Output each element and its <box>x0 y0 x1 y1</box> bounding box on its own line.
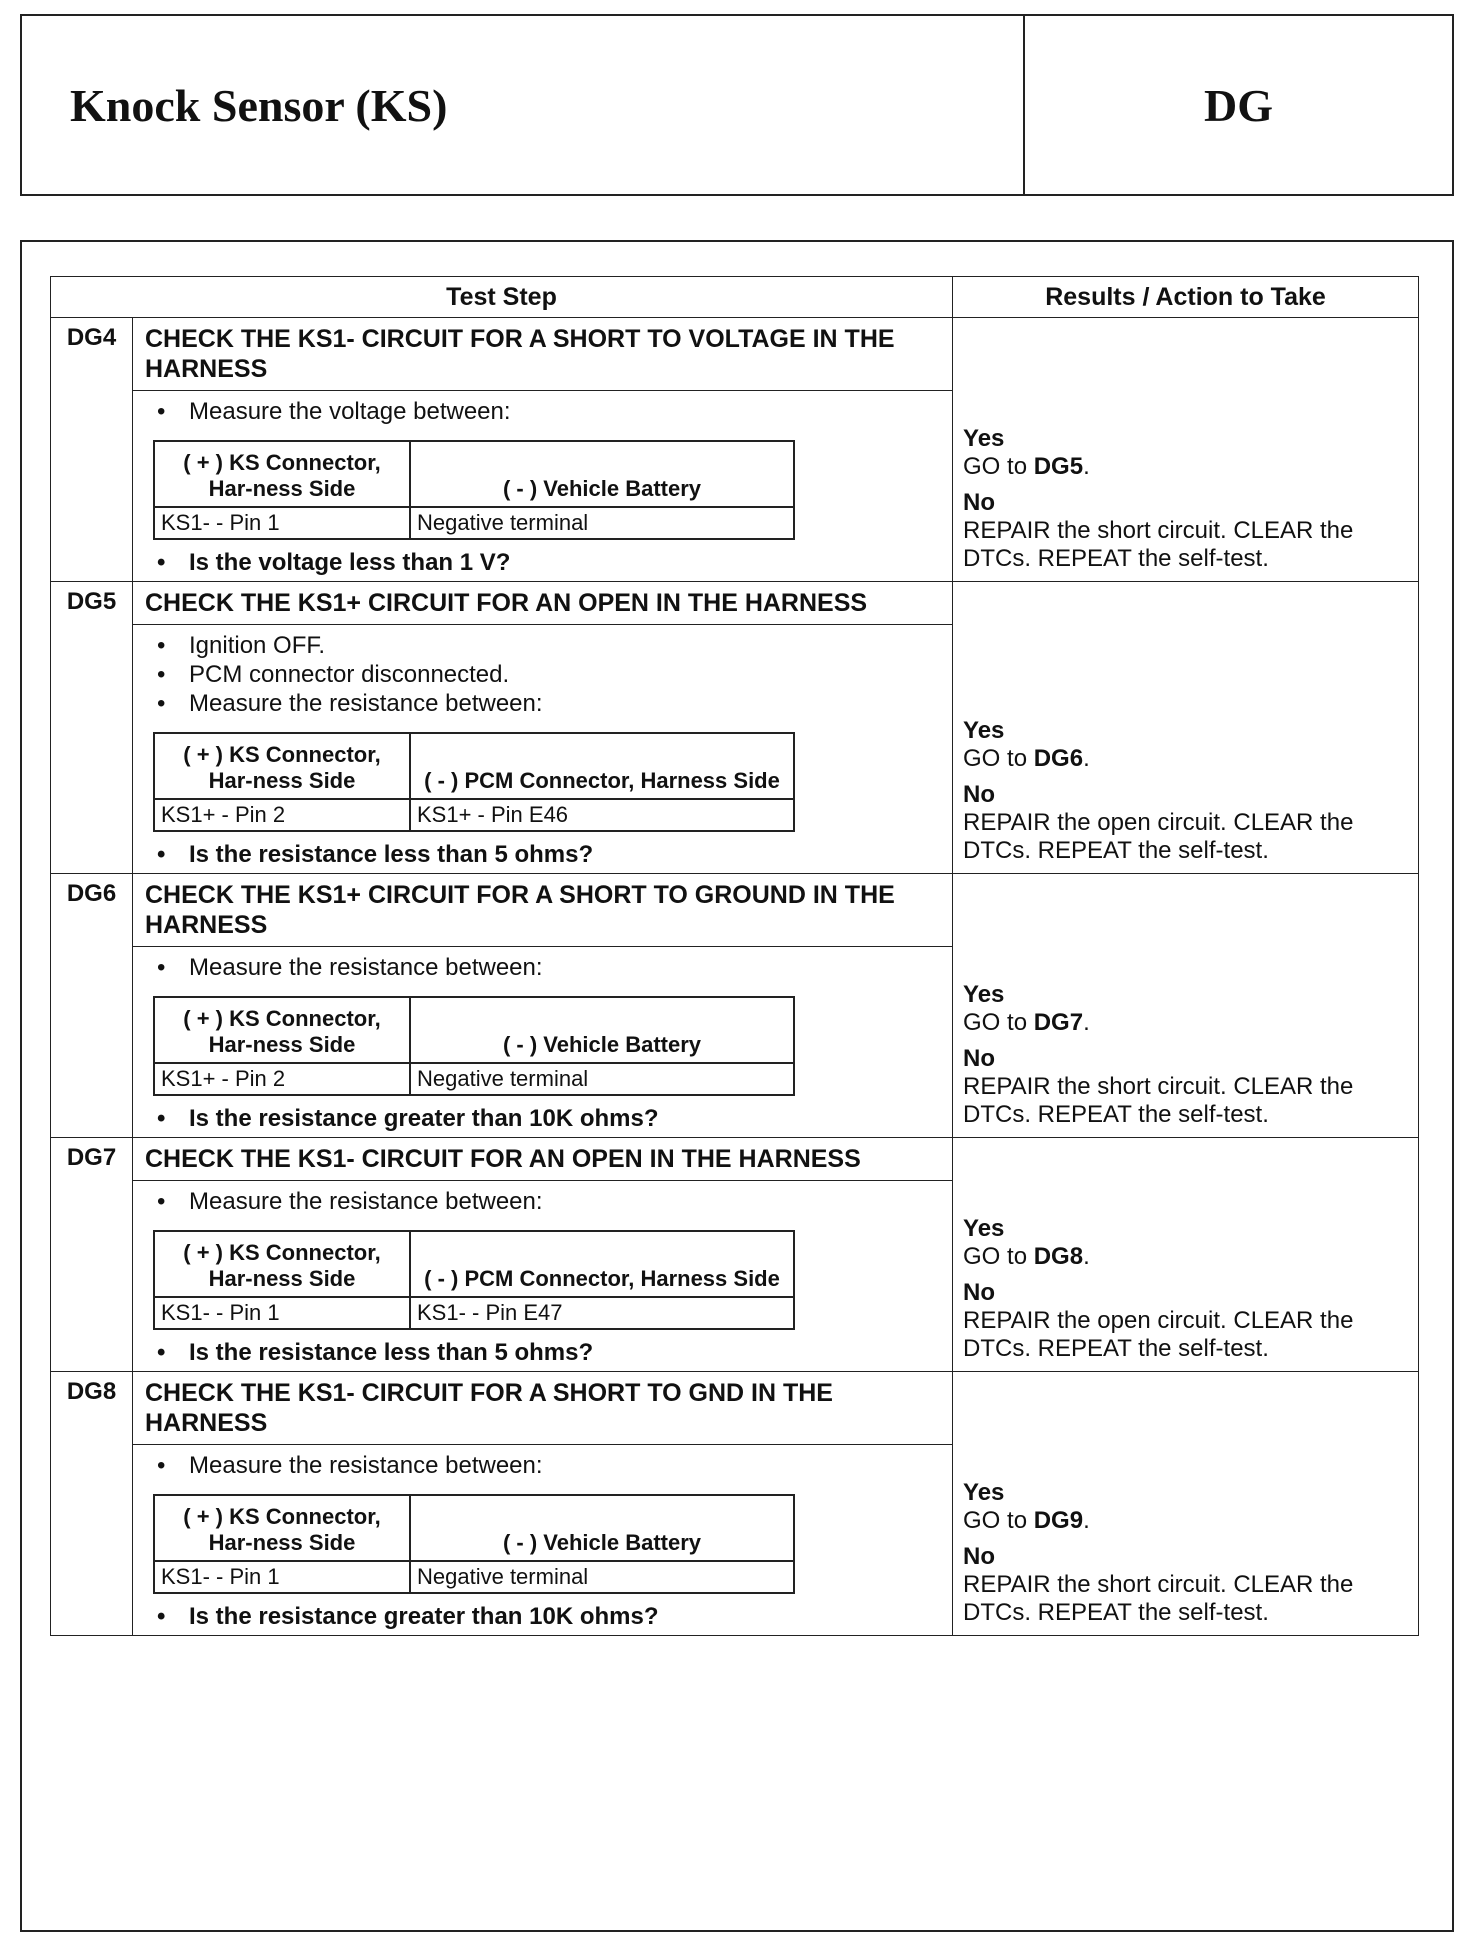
yes-target: DG5 <box>1033 453 1084 480</box>
no-action: REPAIR the short circuit. CLEAR the DTCs. REPEAT the self-test. <box>963 1073 1354 1128</box>
instruction-item: • Measure the resistance between: <box>157 689 942 718</box>
table-header-row <box>51 277 1419 318</box>
instruction-item: • Measure the resistance between: <box>157 1187 942 1216</box>
positive-probe-value: KS1- - Pin 1 <box>154 1297 410 1329</box>
step-question <box>143 1338 942 1367</box>
step-title-row <box>51 582 1419 625</box>
yes-action: GO to DG8. <box>963 1243 1090 1270</box>
instruction-list <box>143 631 942 718</box>
instruction-item: • PCM connector disconnected. <box>157 660 942 689</box>
negative-probe-header: ( - ) Vehicle Battery <box>410 997 794 1063</box>
instruction-item: • Ignition OFF. <box>157 631 942 660</box>
instruction-list <box>143 1451 942 1480</box>
yes-label: Yes <box>963 717 1005 744</box>
yes-text: GO to <box>963 1243 1034 1270</box>
step-body <box>133 625 953 874</box>
step-id: DG7 <box>51 1138 133 1372</box>
step-title: CHECK THE KS1- CIRCUIT FOR AN OPEN IN THE HARNESS <box>133 1138 953 1181</box>
yes-label: Yes <box>963 425 1005 452</box>
step-title: CHECK THE KS1- CIRCUIT FOR A SHORT TO GND IN THE HARNESS <box>133 1372 953 1445</box>
yes-text: GO to <box>963 453 1034 480</box>
positive-probe-header: ( + ) KS Connector, Har-ness Side <box>154 997 410 1063</box>
measurement-table <box>153 1230 795 1330</box>
instruction-list <box>143 397 942 426</box>
positive-probe-header: ( + ) KS Connector, Har-ness Side <box>154 1231 410 1297</box>
positive-probe-header: ( + ) KS Connector, Har-ness Side <box>154 441 410 507</box>
yes-target: DG9 <box>1033 1507 1084 1534</box>
yes-target: DG6 <box>1033 745 1084 772</box>
step-title-row <box>51 1138 1419 1181</box>
question-text: • Is the resistance greater than 10K ohms? <box>157 1104 942 1133</box>
no-action: REPAIR the open circuit. CLEAR the DTCs. REPEAT the self-test. <box>963 809 1354 864</box>
step-id: DG5 <box>51 582 133 874</box>
step-title-row <box>51 874 1419 947</box>
no-action: REPAIR the open circuit. CLEAR the DTCs. REPEAT the self-test. <box>963 1307 1354 1362</box>
step-title: CHECK THE KS1+ CIRCUIT FOR AN OPEN IN THE HARNESS <box>133 582 953 625</box>
yes-action: GO to DG5. <box>963 453 1090 480</box>
negative-probe-header: ( - ) Vehicle Battery <box>410 1495 794 1561</box>
col-test-step: Test Step <box>51 277 953 318</box>
yes-label: Yes <box>963 981 1005 1008</box>
no-label: No <box>963 489 996 516</box>
instruction-list <box>143 1187 942 1216</box>
step-body <box>133 947 953 1138</box>
step-results <box>953 874 1419 1138</box>
negative-probe-value: KS1+ - Pin E46 <box>410 799 794 831</box>
yes-target: DG7 <box>1033 1009 1084 1036</box>
yes-action: GO to DG6. <box>963 745 1090 772</box>
no-label: No <box>963 1045 996 1072</box>
no-action: REPAIR the short circuit. CLEAR the DTCs. REPEAT the self-test. <box>963 1571 1354 1626</box>
instruction-list <box>143 953 942 982</box>
question-text: • Is the resistance greater than 10K ohms? <box>157 1602 942 1631</box>
page-header <box>20 14 1454 196</box>
yes-action: GO to DG9. <box>963 1507 1090 1534</box>
step-question <box>143 840 942 869</box>
step-results <box>953 318 1419 582</box>
step-question <box>143 1602 942 1631</box>
positive-probe-header: ( + ) KS Connector, Har-ness Side <box>154 733 410 799</box>
positive-probe-header: ( + ) KS Connector, Har-ness Side <box>154 1495 410 1561</box>
yes-action: GO to DG7. <box>963 1009 1090 1036</box>
step-question <box>143 548 942 577</box>
measurement-table <box>153 996 795 1096</box>
negative-probe-value: Negative terminal <box>410 1063 794 1095</box>
step-title-row <box>51 318 1419 391</box>
step-results <box>953 1372 1419 1636</box>
step-question <box>143 1104 942 1133</box>
col-results: Results / Action to Take <box>953 277 1419 318</box>
yes-text: GO to <box>963 745 1034 772</box>
step-title: CHECK THE KS1+ CIRCUIT FOR A SHORT TO GROUND IN THE HARNESS <box>133 874 953 947</box>
measurement-table <box>153 440 795 540</box>
yes-target: DG8 <box>1033 1243 1084 1270</box>
yes-label: Yes <box>963 1479 1005 1506</box>
negative-probe-header: ( - ) PCM Connector, Harness Side <box>410 733 794 799</box>
yes-text: GO to <box>963 1507 1034 1534</box>
no-label: No <box>963 1543 996 1570</box>
question-text: • Is the resistance less than 5 ohms? <box>157 1338 942 1367</box>
instruction-item: • Measure the resistance between: <box>157 1451 942 1480</box>
no-action: REPAIR the short circuit. CLEAR the DTCs. REPEAT the self-test. <box>963 517 1354 572</box>
instruction-item: • Measure the resistance between: <box>157 953 942 982</box>
positive-probe-value: KS1+ - Pin 2 <box>154 799 410 831</box>
negative-probe-header: ( - ) PCM Connector, Harness Side <box>410 1231 794 1297</box>
yes-text: GO to <box>963 1009 1034 1036</box>
measurement-table <box>153 1494 795 1594</box>
step-id: DG8 <box>51 1372 133 1636</box>
negative-probe-header: ( - ) Vehicle Battery <box>410 441 794 507</box>
step-title: CHECK THE KS1- CIRCUIT FOR A SHORT TO VOLTAGE IN THE HARNESS <box>133 318 953 391</box>
negative-probe-value: Negative terminal <box>410 507 794 539</box>
step-body <box>133 1445 953 1636</box>
positive-probe-value: KS1- - Pin 1 <box>154 507 410 539</box>
positive-probe-value: KS1+ - Pin 2 <box>154 1063 410 1095</box>
step-title-row <box>51 1372 1419 1445</box>
step-id: DG6 <box>51 874 133 1138</box>
step-results <box>953 582 1419 874</box>
test-step-table <box>50 276 1419 1636</box>
negative-probe-value: Negative terminal <box>410 1561 794 1593</box>
step-results <box>953 1138 1419 1372</box>
section-code: DG <box>1204 79 1273 131</box>
positive-probe-value: KS1- - Pin 1 <box>154 1561 410 1593</box>
question-text: • Is the resistance less than 5 ohms? <box>157 840 942 869</box>
no-label: No <box>963 781 996 808</box>
step-body <box>133 391 953 582</box>
no-label: No <box>963 1279 996 1306</box>
measurement-table <box>153 732 795 832</box>
step-id: DG4 <box>51 318 133 582</box>
yes-label: Yes <box>963 1215 1005 1242</box>
step-body <box>133 1181 953 1372</box>
negative-probe-value: KS1- - Pin E47 <box>410 1297 794 1329</box>
question-text: • Is the voltage less than 1 V? <box>157 548 942 577</box>
page-title: Knock Sensor (KS) <box>22 16 1025 194</box>
instruction-item: • Measure the voltage between: <box>157 397 942 426</box>
